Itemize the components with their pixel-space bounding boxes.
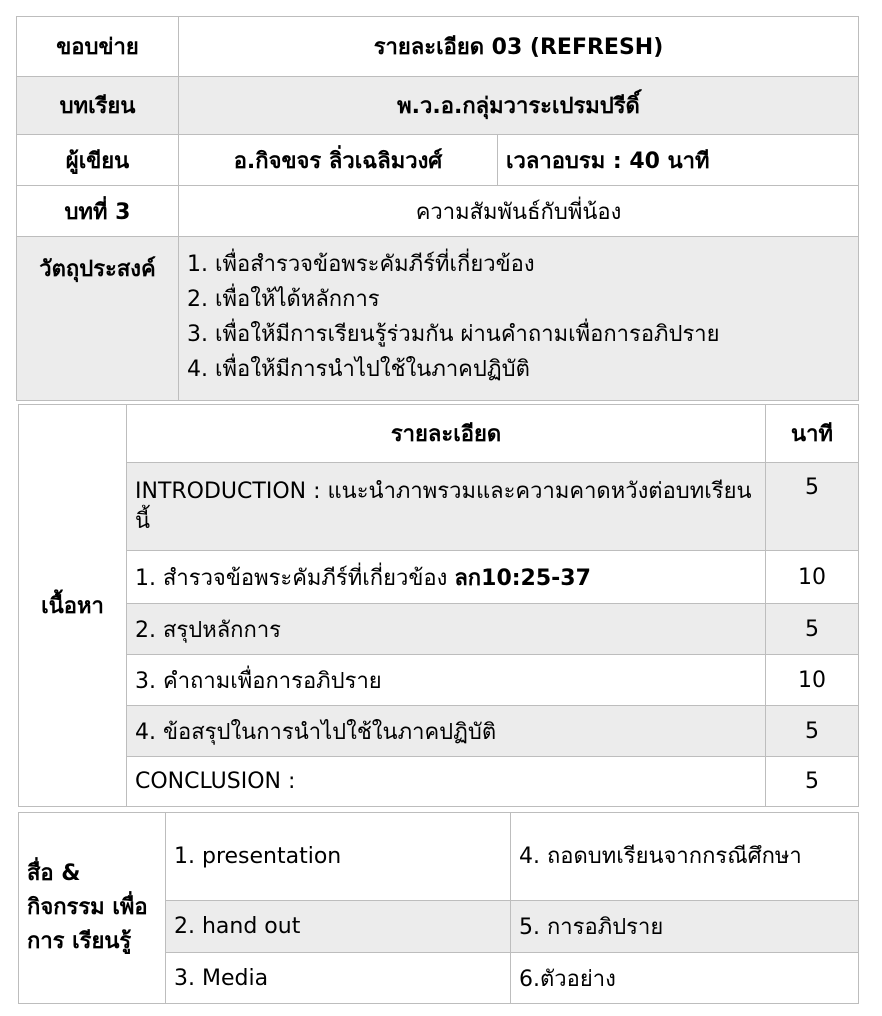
objective-item: 2. เพื่อให้ได้หลักการ bbox=[187, 287, 380, 312]
table-row bbox=[19, 706, 859, 757]
row-detail: CONCLUSION : bbox=[127, 757, 766, 807]
row-minutes: 5 bbox=[766, 757, 859, 807]
training-time: เวลาอบรม : 40 นาที bbox=[498, 135, 859, 186]
row-minutes: 10 bbox=[766, 551, 859, 604]
row-detail: 2. สรุปหลักการ bbox=[127, 604, 766, 655]
media-item: 6.ตัวอย่าง bbox=[511, 953, 859, 1004]
media-item: 5. การอภิปราย bbox=[511, 901, 859, 953]
objective-item: 4. เพื่อให้มีการนำไปใช้ในภาคปฏิบัติ bbox=[187, 357, 530, 382]
chapter-label: บทที่ 3 bbox=[17, 186, 179, 237]
table-row bbox=[19, 551, 859, 604]
detail-column-header: รายละเอียด bbox=[127, 405, 766, 463]
row-minutes: 5 bbox=[766, 706, 859, 757]
row-detail bbox=[127, 551, 766, 604]
objective-item: 1. เพื่อสำรวจข้อพระคัมภีร์ที่เกี่ยวข้อง bbox=[187, 252, 535, 277]
author-value: อ.กิจขจร ลิ่วเฉลิมวงศ์ bbox=[179, 135, 498, 186]
minutes-column-header: นาที bbox=[766, 405, 859, 463]
content-section-label: เนื้อหา bbox=[19, 405, 127, 807]
row-minutes: 10 bbox=[766, 655, 859, 706]
chapter-title: ความสัมพันธ์กับพี่น้อง bbox=[179, 186, 859, 237]
row-minutes: 5 bbox=[766, 604, 859, 655]
media-item: 2. hand out bbox=[166, 901, 511, 953]
row-detail: INTRODUCTION : แนะนำภาพรวมและความคาดหวังต่อบทเรียนนี้ bbox=[127, 463, 766, 551]
lesson-value: พ.ว.อ.กลุ่มวาระเปรมปรีดิ์ bbox=[179, 77, 859, 135]
media-item: 4. ถอดบทเรียนจากกรณีศึกษา bbox=[511, 813, 859, 901]
lesson-label: บทเรียน bbox=[17, 77, 179, 135]
scripture-reference: ลก10:25-37 bbox=[454, 565, 591, 591]
network-label: ขอบข่าย bbox=[17, 17, 179, 77]
row-minutes: 5 bbox=[766, 463, 859, 551]
media-item: 3. Media bbox=[166, 953, 511, 1004]
network-value: รายละเอียด 03 (REFRESH) bbox=[179, 17, 859, 77]
objectives-label: วัตถุประสงค์ bbox=[17, 237, 179, 401]
media-table bbox=[18, 812, 859, 1004]
media-item: 1. presentation bbox=[166, 813, 511, 901]
media-label: สื่อ & กิจกรรม เพื่อการ เรียนรู้ bbox=[19, 813, 166, 1004]
objectives-list bbox=[179, 237, 859, 401]
table-row bbox=[19, 655, 859, 706]
content-table bbox=[18, 404, 859, 807]
lesson-info-table bbox=[16, 16, 859, 401]
table-row bbox=[19, 757, 859, 807]
objective-item: 3. เพื่อให้มีการเรียนรู้ร่วมกัน ผ่านคำถามเพื่อการอภิปราย bbox=[187, 322, 720, 347]
author-label: ผู้เขียน bbox=[17, 135, 179, 186]
row-detail: 4. ข้อสรุปในการนำไปใช้ในภาคปฏิบัติ bbox=[127, 706, 766, 757]
row-detail: 3. คำถามเพื่อการอภิปราย bbox=[127, 655, 766, 706]
table-row bbox=[19, 604, 859, 655]
row-detail-text: 1. สำรวจข้อพระคัมภีร์ที่เกี่ยวข้อง bbox=[135, 565, 455, 591]
table-row bbox=[19, 463, 859, 551]
